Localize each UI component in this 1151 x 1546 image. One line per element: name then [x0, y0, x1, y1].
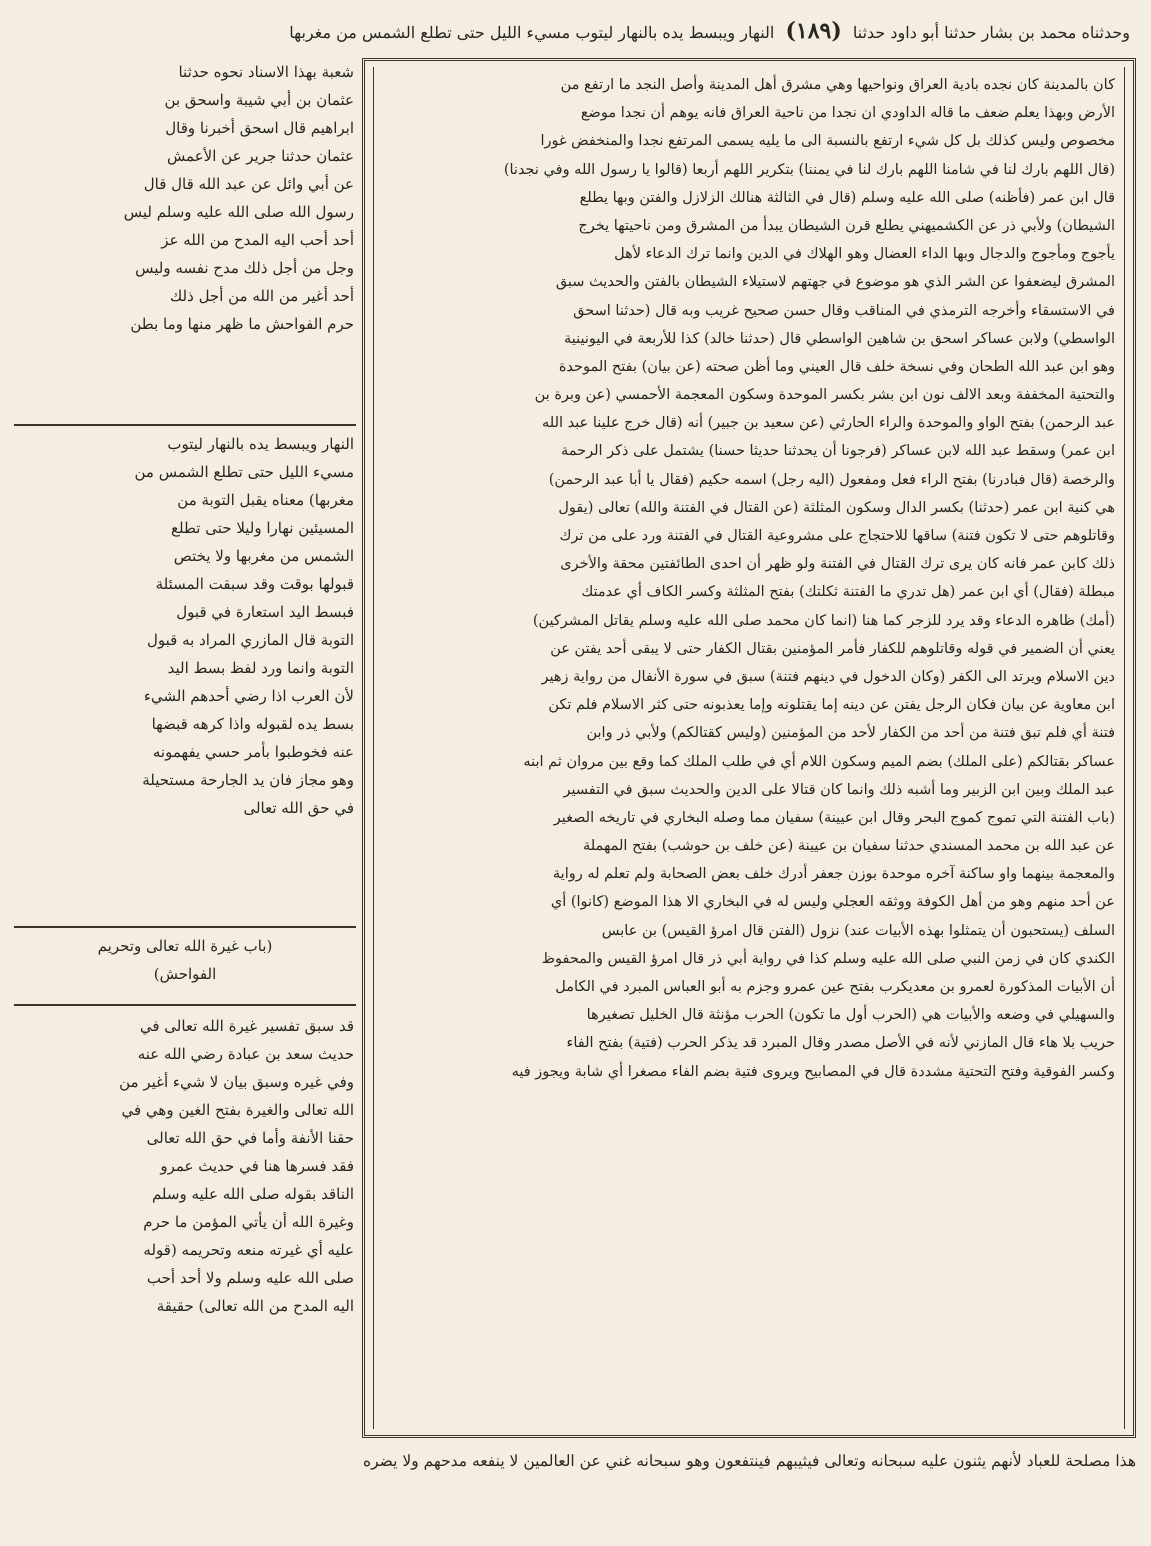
text-line: فبسط اليد استعارة في قبول	[176, 603, 354, 621]
header-right-text: وحدثناه محمد بن بشار حدثنا أبو داود حدثنا	[852, 23, 1130, 42]
text-line: والرخصة (قال فبادرنا) بفتح الراء فعل ومفعول (اليه رجل) اسمه حكيم (فقال يا أبا عبد الرحمن)	[548, 471, 1115, 488]
text-line: قبولها بوقت وقد سبقت المسئلة	[155, 575, 354, 593]
text-line: فتنة أي فلم تبق فتنة من أحد من الكفار لأحد من المؤمنين (وليس كقتالكم) ولأبي ذر وابن	[586, 725, 1115, 742]
text-line: أحد أغير من الله من أجل ذلك	[169, 287, 354, 305]
text-line: حديث سعد بن عبادة رضي الله عنه	[137, 1045, 354, 1063]
text-line: حرم الفواحش ما ظهر منها وما بطن	[130, 315, 354, 333]
text-line: عبد الملك وبين ابن الزبير وما أشبه ذلك وانما كان قتالا على الدين والحديث سبق في التفسير	[563, 781, 1115, 798]
text-line: الناقد بقوله صلى الله عليه وسلم	[151, 1185, 354, 1203]
text-line: أن الأبيات المذكورة لعمرو بن معديكرب بفتح عين عمرو وجزم به أبو العباس المبرد في الكامل	[555, 979, 1115, 995]
text-line: مخصوص وليس كذلك بل كل شيء ارتفع بالنسبة الى ما يليه يسمى المرتفع نجدا والمنخفض غورا	[540, 133, 1115, 150]
text-line: وهو مجاز فان يد الجارحة مستحيلة	[142, 771, 354, 789]
text-line: والسهيلي في وضعه والأبيات هي (الحرب أول ما تكون) الحرب مؤنثة قال الخليل تصغيرها	[586, 1007, 1115, 1024]
text-line: قال ابن عمر (فأظنه) صلى الله عليه وسلم (قال في الثالثة هنالك الزلازل والفتن وبها يطلع	[579, 189, 1115, 206]
text-line: ذلك كابن عمر فانه كان يرى ترك القتال في الفتنة ولو ظهر أن احدى الطائفتين محقة والأخرى	[560, 556, 1115, 573]
text-line: وقاتلوهم حتى لا تكون فتنة) ساقها للاحتجاج على مشروعية القتال في الفتنة ورد على من ترك	[559, 528, 1115, 544]
chapter-heading	[16, 932, 354, 988]
text-line: (قال اللهم بارك لنا في شامنا اللهم بارك لنا في يمننا) بتكرير اللهم أربعا (قالوا يا رسول الله وفي نجدنا)	[503, 161, 1115, 178]
text-line: وفي غيره وسبق بيان لا شيء أغير من	[119, 1073, 354, 1091]
text-line: (باب الفتنة التي تموج كموج البحر وقال ابن عيينة) سفيان مما وصله البخاري في تاريخه الصغير	[553, 809, 1115, 826]
text-line: والمعجمة بينهما واو ساكنة آخره موحدة بوزن جعفر أدرك خلف بعض الصحابة ولم تعلم له رواية	[552, 866, 1115, 883]
text-line: في الاستسقاء وأخرجه الترمذي في المناقب وقال حسن صحيح غريب وبه قال (حدثنا اسحق	[573, 302, 1115, 319]
text-line: قد سبق تفسير غيرة الله تعالى في	[139, 1017, 354, 1035]
text-line: ابن معاوية عن بيان فكان الرجل يفتن عن دينه إما يقتلونه وإما يعذبونه حتى كثر الاسلام فلم تكن	[548, 697, 1115, 714]
text-line: بسط يده لقبوله واذا كرهه قبضها	[151, 715, 354, 733]
header-left-text: النهار ويبسط يده بالنهار ليتوب مسيء الليل حتى تطلع الشمس من مغربها	[289, 23, 775, 42]
text-line: أحد أحب اليه المدح من الله عز	[161, 231, 354, 249]
text-line: وهو ابن عبد الله الطحان وفي نسخة خلف قال العيني وما أظن صحته (عن بيان) بفتح الموحدة	[558, 358, 1115, 375]
text-line: دين الاسلام ويرتد الى الكفر (وكان الدخول في دينهم فتنة) سبق في سورة الأنفال من رواية زهير	[541, 668, 1115, 685]
text-line: التوبة قال المازري المراد به قبول	[146, 631, 354, 649]
text-line: شعبة بهذا الاسناد نحوه حدثنا	[178, 63, 354, 81]
main-commentary-text	[383, 71, 1115, 1086]
text-line: (أمك) ظاهره الدعاء وقد يرد للزجر كما هنا (انما كان محمد صلى الله عليه وسلم يقاتل المشركين)	[532, 612, 1115, 629]
text-line: اليه المدح من الله تعالى) حقيقة	[156, 1297, 354, 1315]
text-line: ابراهيم قال اسحق أخبرنا وقال	[165, 119, 354, 137]
text-line: الله تعالى والغيرة بفتح الغين وهي في	[121, 1101, 354, 1119]
text-line: عن عبد الله بن محمد المسندي حدثنا سفيان بن عيينة (عن خلف بن حوشب) بفتح المهملة	[582, 838, 1115, 855]
text-line: الشيطان) ولأبي ذر عن الكشميهني يطلع قرن الشيطان يبدأ من المشرق ومن ناحيتها يخرج	[578, 217, 1115, 234]
text-line: عثمان حدثنا جرير عن الأعمش	[166, 147, 354, 165]
text-line: عن أبي وائل عن عبد الله قال قال	[143, 175, 354, 193]
margin-divider	[14, 1004, 356, 1006]
text-line: حريب بلا هاء قال المازني لأنه في الأصل مصدر وقال المبرد قد يذكر الحرب (فتية) بفتح الفاء	[566, 1035, 1115, 1052]
text-line: المسيئين نهارا وليلا حتى تطلع	[171, 519, 354, 537]
margin-commentary-text	[16, 430, 354, 822]
text-line: وغيرة الله أن يأتي المؤمن ما حرم	[143, 1213, 354, 1231]
text-line: ابن عمر) وسقط عبد الله لابن عساكر (فرجونا أن يحدثنا حديثا حسنا) يشتمل على ذكر الرحمة	[560, 443, 1115, 460]
text-line: لأن العرب اذا رضي أحدهم الشيء	[143, 687, 354, 705]
page-footer: هذا مصلحة للعباد لأنهم يثنون عليه سبحانه وتعالى فيثيبهم فينتفعون وهو سبحانه غني عن العالمين لا ينفعه مدحهم ولا يضره	[363, 1452, 1136, 1470]
text-line: كان بالمدينة كان نجده بادية العراق ونواحيها وهي مشرق أهل المدينة وأصل النجد ما ارتفع من	[560, 77, 1115, 93]
text-line: عنه فخوطبوا بأمر حسي يفهمونه	[152, 743, 354, 761]
text-line: يعني أن الضمير في قوله وقاتلوهم للكفار فأمر المؤمنين بقتال الكفار حتى لا يبقى أحد يفتن عن	[550, 640, 1115, 657]
text-line: صلى الله عليه وسلم ولا أحد أحب	[146, 1269, 354, 1287]
text-line: الأرض وبهذا يعلم ضعف ما قاله الداودي ان نجدا من ناحية العراق فانه يوهم أن نجدا موضع	[580, 105, 1115, 122]
text-line: مغربها) معناه يقبل التوبة من	[177, 491, 354, 509]
text-line: في حق الله تعالى	[243, 799, 354, 817]
margin-divider	[14, 926, 356, 928]
text-line: الواسطي) ولابن عساكر اسحق بن شاهين الواسطي قال (حدثنا خالد) كذا للأربعة في اليونينية	[563, 330, 1115, 347]
text-line: وكسر الفوقية وفتح التحتية مشددة قال في المصابيح ويروى فتية بضم الفاء مصغرا أي شابة ويجوز فيه	[511, 1063, 1115, 1080]
text-line: عبد الرحمن) بفتح الواو والموحدة والراء الحارثي (عن سعيد بن جبير) أنه (قال خرج علينا عبد الله	[542, 415, 1115, 432]
text-line: فقد فسرها هنا في حديث عمرو	[160, 1157, 354, 1175]
page-header	[18, 14, 1130, 48]
margin-commentary-text	[16, 1012, 354, 1320]
text-line: عليه أي غيرته منعه وتحريمه (قوله	[143, 1241, 354, 1259]
margin-divider	[14, 424, 356, 426]
text-line: الشمس من مغربها ولا يختص	[173, 547, 354, 565]
text-line: عثمان بن أبي شيبة واسحق بن	[164, 91, 354, 109]
text-line: المشرق ليضعفوا عن الشر الذي هو موضوع في جهتهم لاستيلاء الشيطان بالفتن والحديث سبق	[555, 274, 1115, 291]
text-line: يأجوج ومأجوج والدجال وبها الداء العضال وهو الهلاك في الدين وانما ترك الدعاء لأهل	[614, 246, 1115, 263]
page-number: (١٨٩)	[785, 18, 842, 44]
text-line: هي كنية ابن عمر (حدثنا) بكسر الدال وسكون المثلثة (عن القتال في الفتنة والله) تعالى (يقول	[558, 499, 1115, 516]
text-line: رسول الله صلى الله عليه وسلم ليس	[123, 203, 354, 221]
text-line: السلف (يستحبون أن يتمثلوا بهذه الأبيات عند) نزول (الفتن قال امرؤ القيس) بن عابس	[601, 922, 1115, 939]
text-line: عساكر بقتالكم (على الملك) بضم الميم وسكون اللام أي في طلب الملك كما وقع بين مروان ثم ابنه	[523, 753, 1115, 770]
text-line: والتحتية المخففة وبعد الالف نون ابن بشر بكسر الموحدة وسكون المعجمة الأحمسي (عن وبرة بن	[534, 387, 1115, 404]
text-line: وجل من أجل ذلك مدح نفسه وليس	[135, 259, 354, 277]
text-line: حقنا الأنفة وأما في حق الله تعالى	[146, 1129, 354, 1147]
main-commentary-frame	[362, 58, 1136, 1438]
text-line: الكندي كان في زمن النبي صلى الله عليه وسلم كذا في رواية أبي ذر قال امرؤ القيس والمحفوظ	[541, 950, 1115, 967]
heading-line: الفواحش)	[153, 965, 217, 983]
text-line: مبطلة (فقال) أي ابن عمر (هل تدري ما الفتنة ثكلتك) بفتح المثلثة وكسر الكاف أي عدمتك	[581, 584, 1115, 601]
margin-hadith-text	[16, 58, 354, 338]
text-line: مسيء الليل حتى تطلع الشمس من	[134, 463, 354, 481]
text-line: التوبة وانما ورد لفظ بسط اليد	[167, 659, 354, 677]
heading-line: (باب غيرة الله تعالى وتحريم	[97, 937, 273, 955]
text-line: عن أحد منهم وهو من أهل الكوفة ووثقه العجلي وليس له في البخاري الا هذا الموضع (كانوا) أي	[550, 894, 1115, 911]
text-line: النهار ويبسط يده بالنهار ليتوب	[167, 435, 354, 453]
